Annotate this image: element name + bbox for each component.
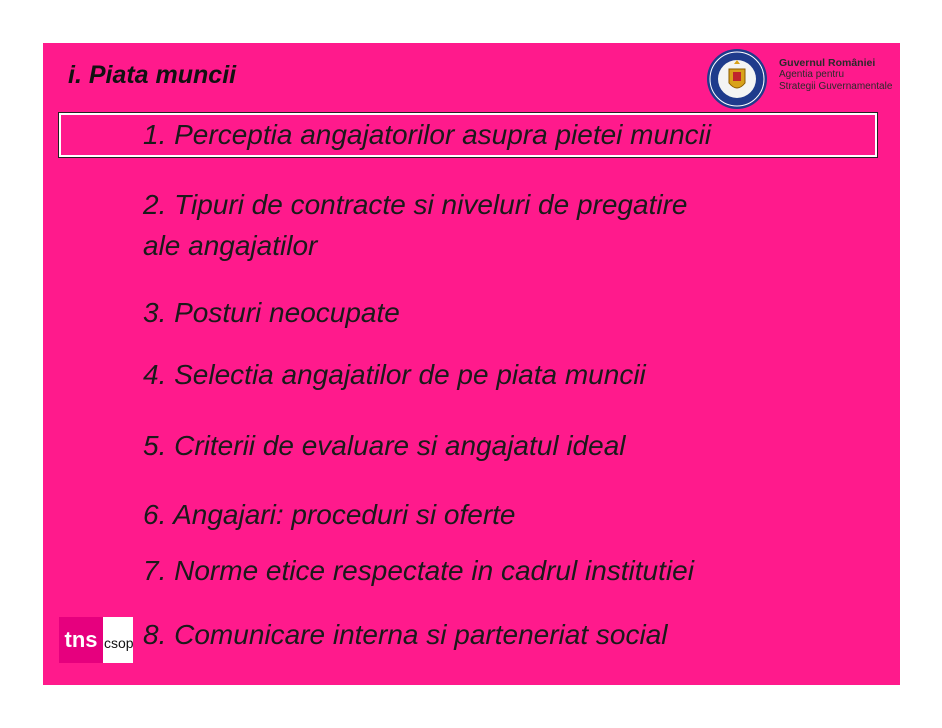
government-logo	[703, 47, 898, 111]
gov-logo-line3: Strategii Guvernamentale	[779, 81, 893, 92]
list-item-8: 8. Comunicare interna si parteneriat social	[143, 619, 668, 650]
list-item-7: 7. Norme etice respectate in cadrul institutiei	[143, 555, 694, 586]
gov-logo-line2: Agentia pentru	[779, 69, 845, 80]
government-logo-text	[779, 57, 892, 93]
slide-title: i. Piata muncii	[68, 61, 237, 89]
list-item-3: 3. Posturi neocupate	[143, 297, 400, 328]
slide	[43, 43, 900, 685]
list-item-4: 4. Selectia angajatilor de pe piata muncii	[143, 359, 646, 390]
list-item-6: 6. Angajari: proceduri si oferte	[143, 499, 516, 530]
list-item-5: 5. Criterii de evaluare si angajatul ideal	[143, 430, 626, 461]
list-item-1: 1. Perceptia angajatorilor asupra pietei muncii	[143, 119, 712, 150]
gov-logo-line1: Guvernul României	[779, 57, 876, 69]
csop-label: csop	[104, 635, 134, 651]
list-item-2-continued: ale angajatilor	[143, 230, 318, 261]
tns-csop-logo	[59, 617, 133, 663]
seal-icon	[703, 47, 775, 111]
tns-logo-mark: tns	[59, 617, 103, 663]
list-item-2: 2. Tipuri de contracte si niveluri de pregatire	[143, 189, 688, 220]
